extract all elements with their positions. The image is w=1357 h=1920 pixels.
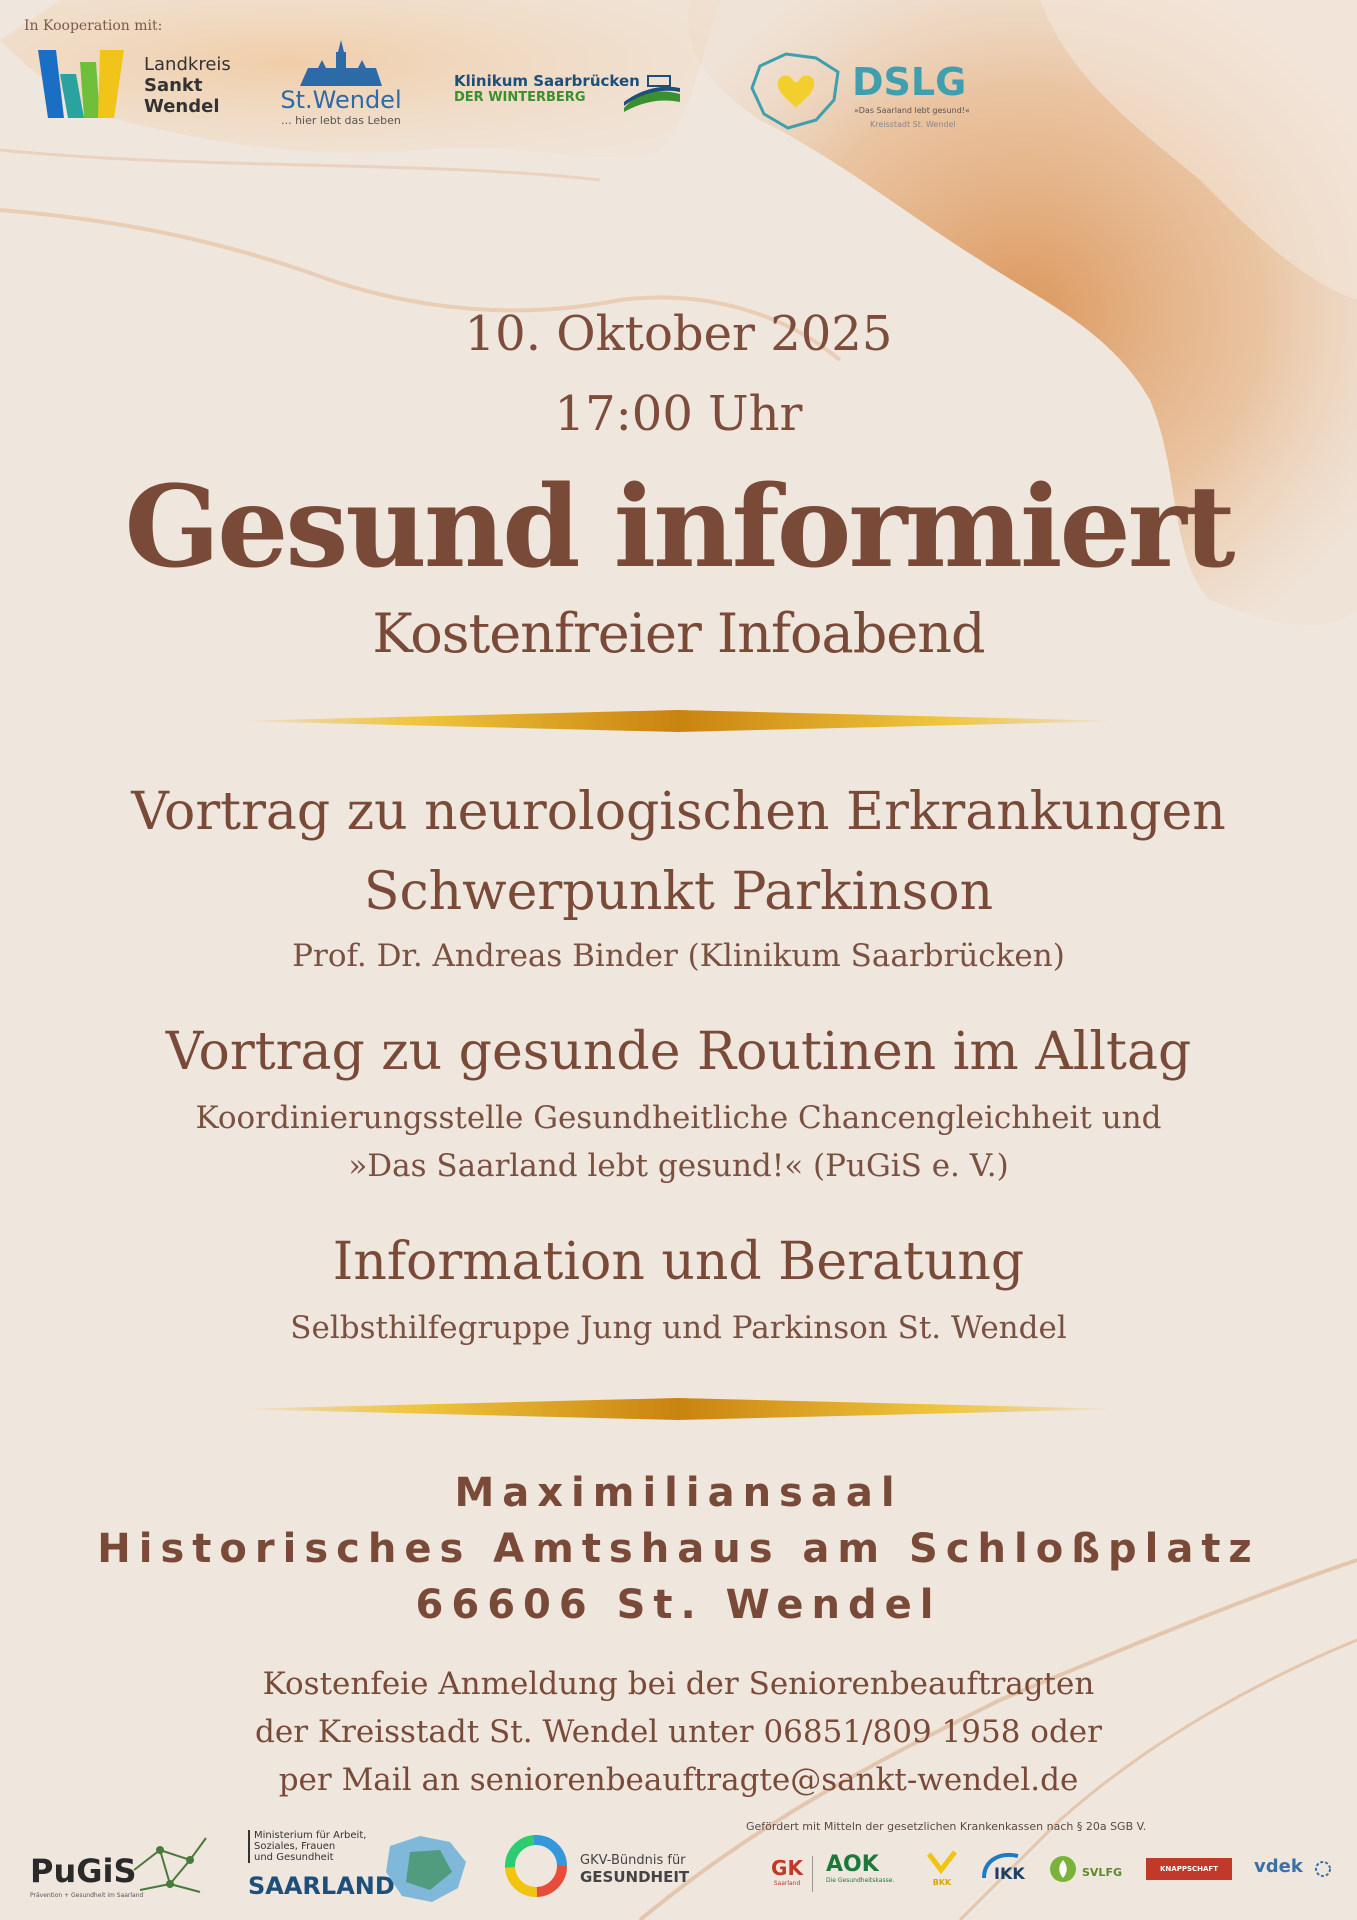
venue-line3: 66606 St. Wendel [415, 1582, 942, 1628]
venue-line1: Maximiliansaal [454, 1470, 903, 1516]
pugis-tagline: Prävention + Gesundheit im Saarland [30, 1892, 144, 1899]
st-wendel-tagline: ... hier lebt das Leben [281, 114, 401, 127]
dslg-tagline: »Das Saarland lebt gesund!« [854, 106, 970, 115]
vdek-logo [1254, 1856, 1334, 1886]
funded-note: Gefördert mit Mitteln der gesetzlichen Krankenkassen nach § 20a SGB V. [746, 1820, 1147, 1833]
gkv-buendnis-logo [500, 1830, 710, 1906]
gkv-ring-icon [500, 1830, 572, 1902]
landkreis-line1: Landkreis [144, 54, 231, 75]
event-date: 10. Oktober 2025 [464, 306, 893, 362]
vdek-name: vdek [1254, 1856, 1303, 1877]
program-1-speaker: Prof. Dr. Andreas Binder (Klinikum Saarbrücken) [292, 938, 1065, 974]
landkreis-line3: Wendel [144, 96, 220, 117]
knappschaft-logo [1146, 1858, 1232, 1880]
program-1-title-line1: Vortrag zu neurologischen Erkrankungen [131, 782, 1226, 842]
program-3-title: Information und Beratung [332, 1232, 1025, 1292]
gk-name: GK [771, 1856, 803, 1880]
knappschaft-name: KNAPPSCHAFT [1160, 1865, 1218, 1873]
event-subtitle: Kostenfreier Infoabend [372, 602, 985, 665]
ikk-name: IKK [994, 1864, 1025, 1883]
st-wendel-name: St.Wendel [280, 86, 402, 114]
svlfg-name: SVLFG [1082, 1866, 1122, 1879]
gkv-line1: GKV-Bündnis für [580, 1853, 686, 1868]
aok-logo [826, 1852, 906, 1884]
program-2-speaker-line2: »Das Saarland lebt gesund!« (PuGiS e. V.) [348, 1148, 1009, 1184]
saarland-heart-icon [746, 48, 846, 134]
ministry-name: SAARLAND [248, 1872, 395, 1900]
ikk-logo [980, 1850, 1028, 1890]
program-2-title: Vortrag zu gesunde Routinen im Alltag [165, 1022, 1192, 1082]
svlfg-logo [1048, 1852, 1128, 1892]
pugis-logo [30, 1830, 210, 1900]
registration-line3: per Mail an seniorenbeauftragte@sankt-wendel.de [278, 1762, 1079, 1798]
landkreis-sankt-wendel-logo [34, 44, 234, 134]
event-title: Gesund informiert [124, 462, 1233, 593]
klinikum-line2: DER WINTERBERG [454, 90, 586, 105]
gkv-line2: GESUNDHEIT [580, 1868, 690, 1886]
landkreis-line2: Sankt [144, 75, 203, 96]
vdek-circle-icon [1314, 1860, 1332, 1878]
klinikum-hill-icon [624, 72, 680, 112]
gk-sub: Saarland [773, 1880, 801, 1887]
bkk-logo [924, 1850, 960, 1887]
registration-line1: Kostenfeie Anmeldung bei der Seniorenbeauftragten [262, 1666, 1095, 1702]
aok-name: AOK [826, 1852, 879, 1877]
program-3-speaker: Selbsthilfegruppe Jung und Parkinson St. Wendel [290, 1310, 1067, 1346]
ministry-saarland-logo [240, 1830, 470, 1906]
saarland-map-icon [380, 1832, 470, 1904]
funder-separator [812, 1856, 813, 1892]
church-skyline-icon [296, 38, 386, 88]
dslg-logo [746, 48, 976, 138]
landkreis-w-icon [34, 44, 130, 124]
klinikum-line1: Klinikum Saarbrücken [454, 72, 640, 90]
ministry-line3: und Gesundheit [254, 1852, 334, 1863]
pugis-name: PuGiS [30, 1852, 137, 1890]
ministry-line2: Soziales, Frauen [254, 1841, 336, 1852]
cooperation-label: In Kooperation mit: [24, 18, 163, 34]
klinikum-saarbruecken-logo [454, 72, 684, 128]
dslg-name: DSLG [852, 60, 967, 104]
bkk-check-icon [927, 1850, 957, 1874]
svlfg-leaf-icon [1048, 1854, 1078, 1884]
dslg-sub: Kreisstadt St. Wendel [870, 120, 956, 129]
program-1-title-line2: Schwerpunkt Parkinson [363, 862, 994, 922]
st-wendel-logo [278, 38, 404, 134]
gk-saarland-logo [756, 1856, 818, 1887]
aok-sub: Die Gesundheitskasse. [826, 1877, 895, 1884]
bkk-name: BKK [932, 1878, 952, 1887]
pugis-network-icon [130, 1830, 210, 1900]
venue-line2: Historisches Amtshaus am Schloßplatz [97, 1526, 1260, 1572]
event-time: 17:00 Uhr [554, 386, 803, 442]
ministry-line1: Ministerium für Arbeit, [254, 1830, 367, 1841]
registration-line2: der Kreisstadt St. Wendel unter 06851/809 1958 oder [255, 1714, 1102, 1750]
program-2-speaker-line1: Koordinierungsstelle Gesundheitliche Chancengleichheit und [195, 1100, 1162, 1136]
